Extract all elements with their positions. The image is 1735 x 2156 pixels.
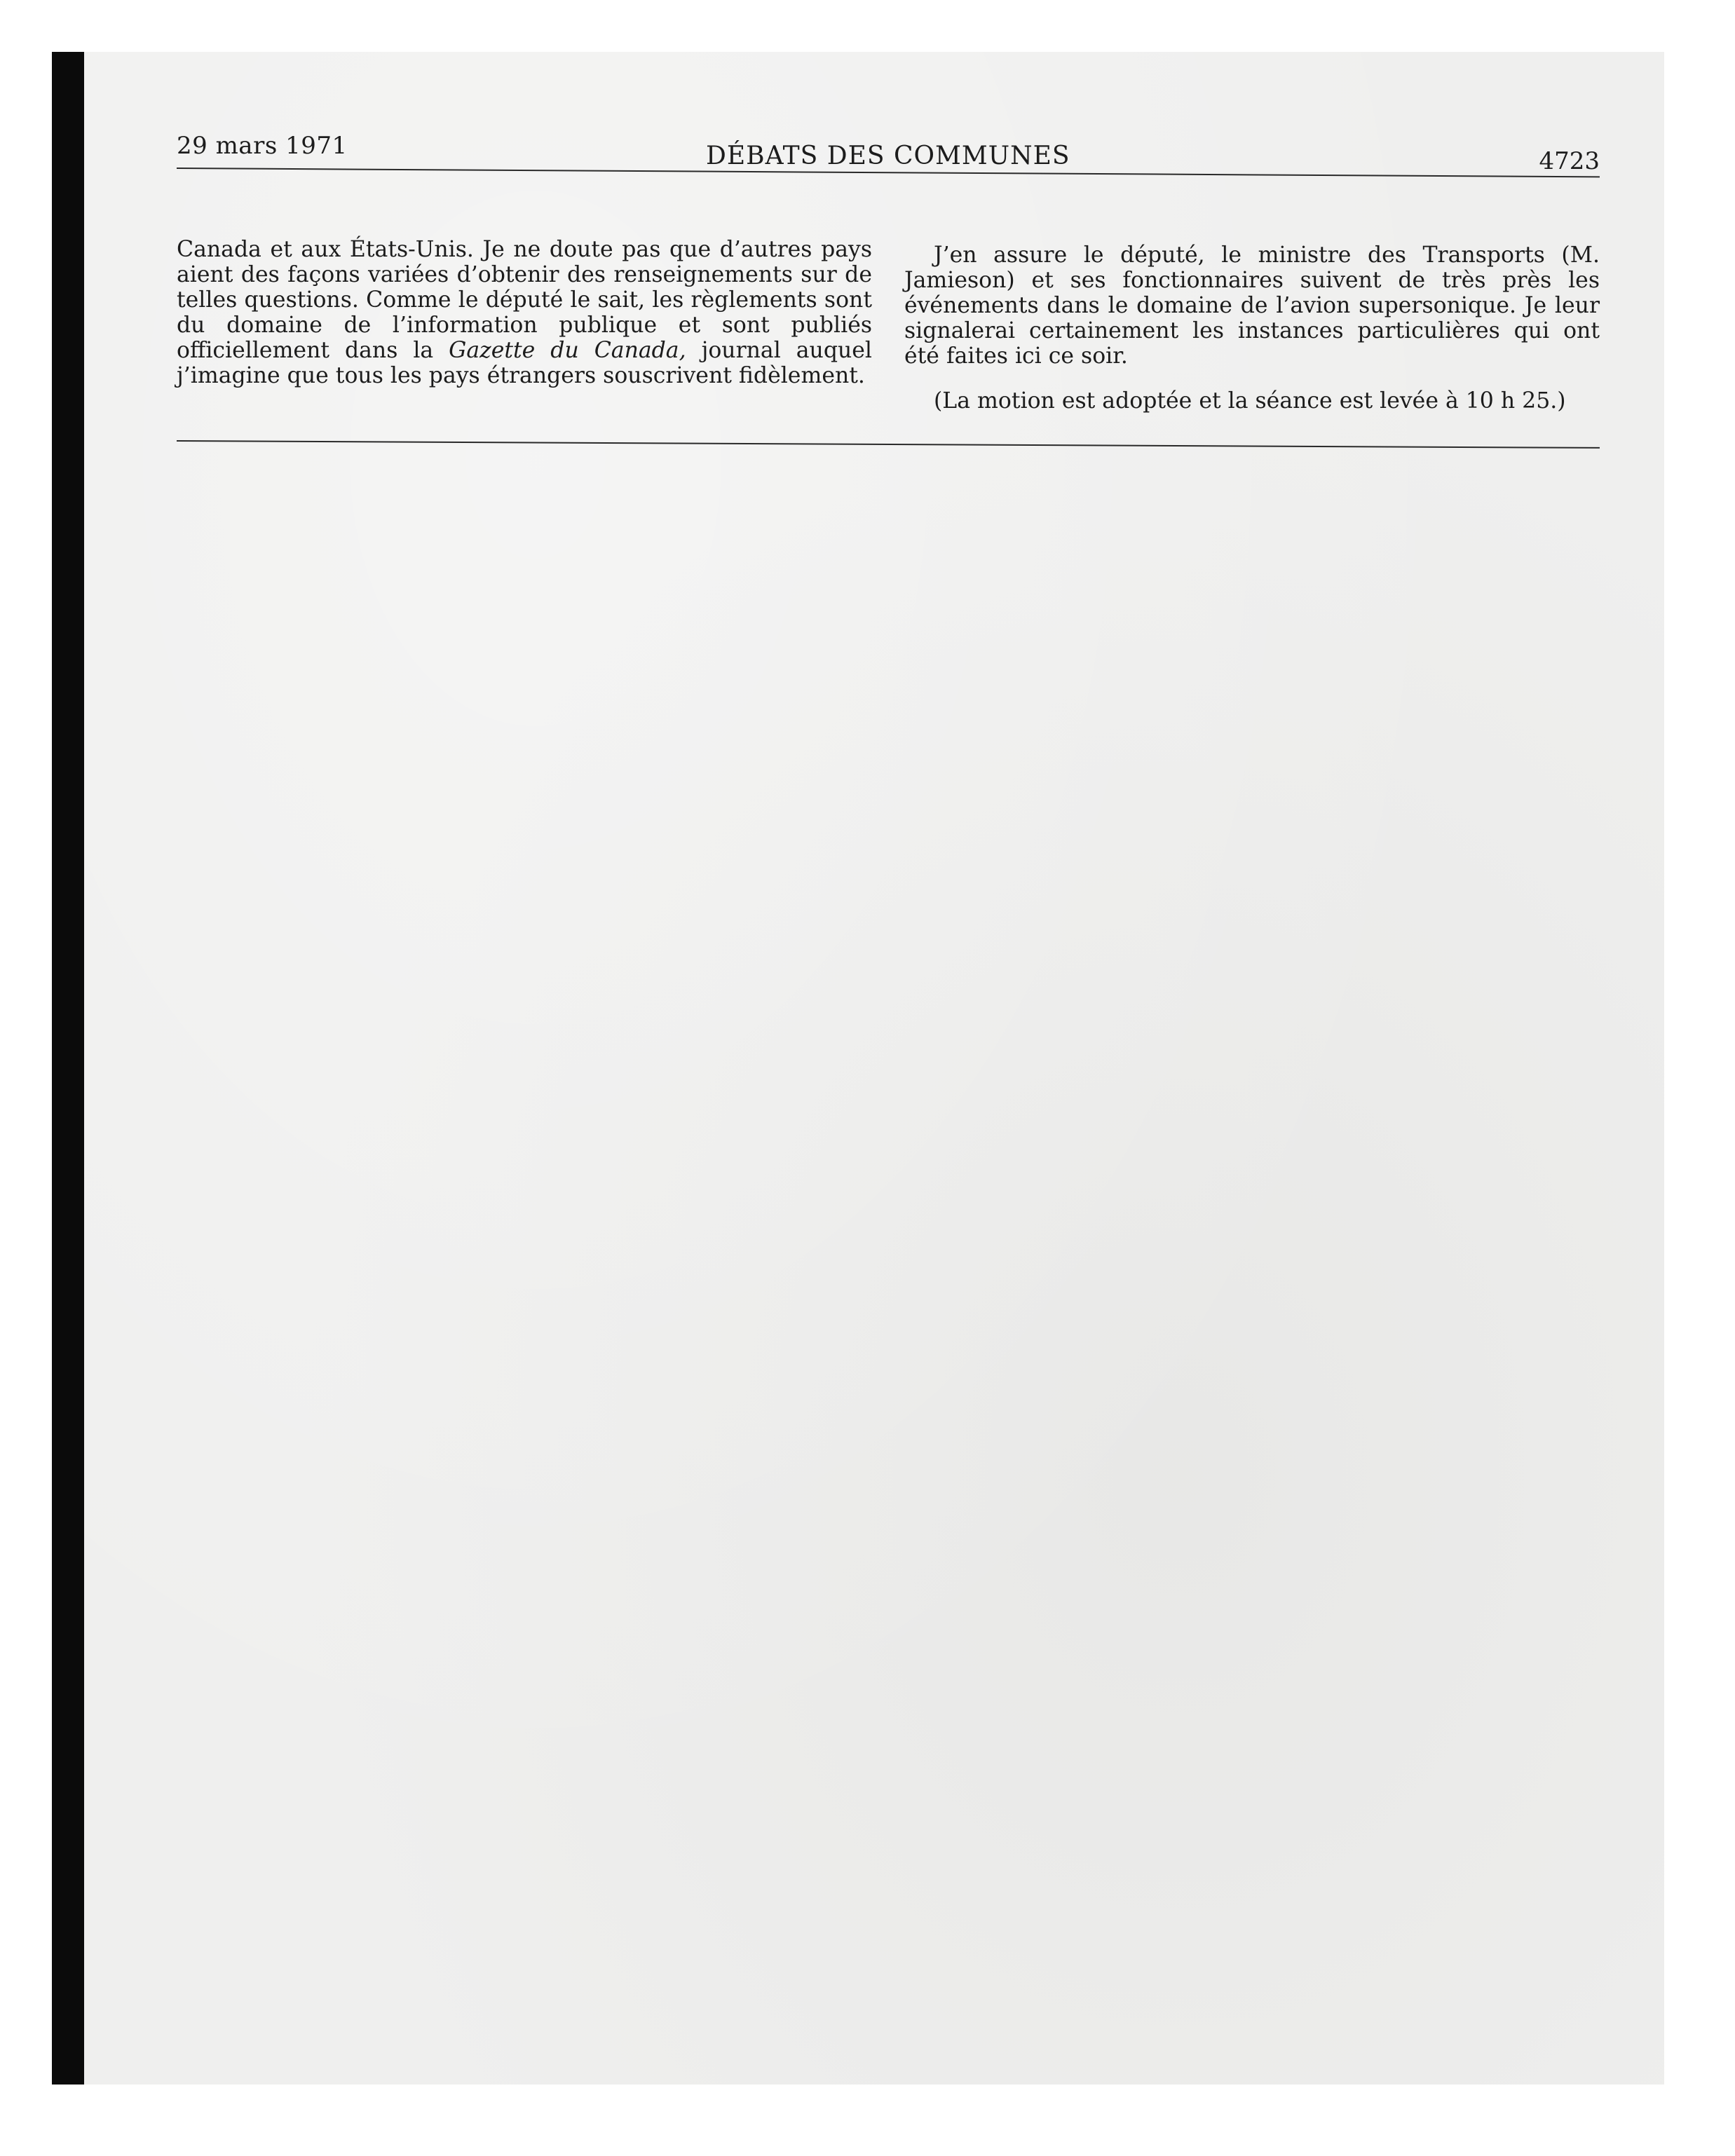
left-paragraph — [177, 237, 872, 388]
publication-title: Gazette du Canada, — [449, 338, 686, 363]
header-date: 29 mars 1971 — [177, 132, 348, 160]
right-paragraph: J’en assure le député, le ministre des Transports (M. Jamieson) et ses fonctionnaires suivent de très près les événements dans le domaine de l’avion supersonique. Je leur signalerai certainement les instances particulières qui ont été faites ici ce soir. — [904, 243, 1600, 369]
left-paragraph-text-2: journal auquel j’imagine que tous les pays étrangers souscrivent fidèlement. — [177, 338, 872, 388]
page-number: 4723 — [1539, 147, 1600, 175]
left-paragraph-text-1: Canada et aux États-Unis. Je ne doute pas que d’autres pays aient des façons variées d’obtenir des renseignements sur de telles questions. Comme le député le sait, les règlements sont du domaine de l’information publique et sont publiés officiellement dans la — [177, 237, 872, 363]
right-column — [904, 243, 1600, 414]
closing-note: (La motion est adoptée et la séance est levée à 10 h 25.) — [934, 388, 1566, 414]
left-column — [177, 237, 872, 388]
scan-binding-edge — [52, 52, 84, 2085]
header-title: DÉBATS DES COMMUNES — [706, 142, 1070, 170]
